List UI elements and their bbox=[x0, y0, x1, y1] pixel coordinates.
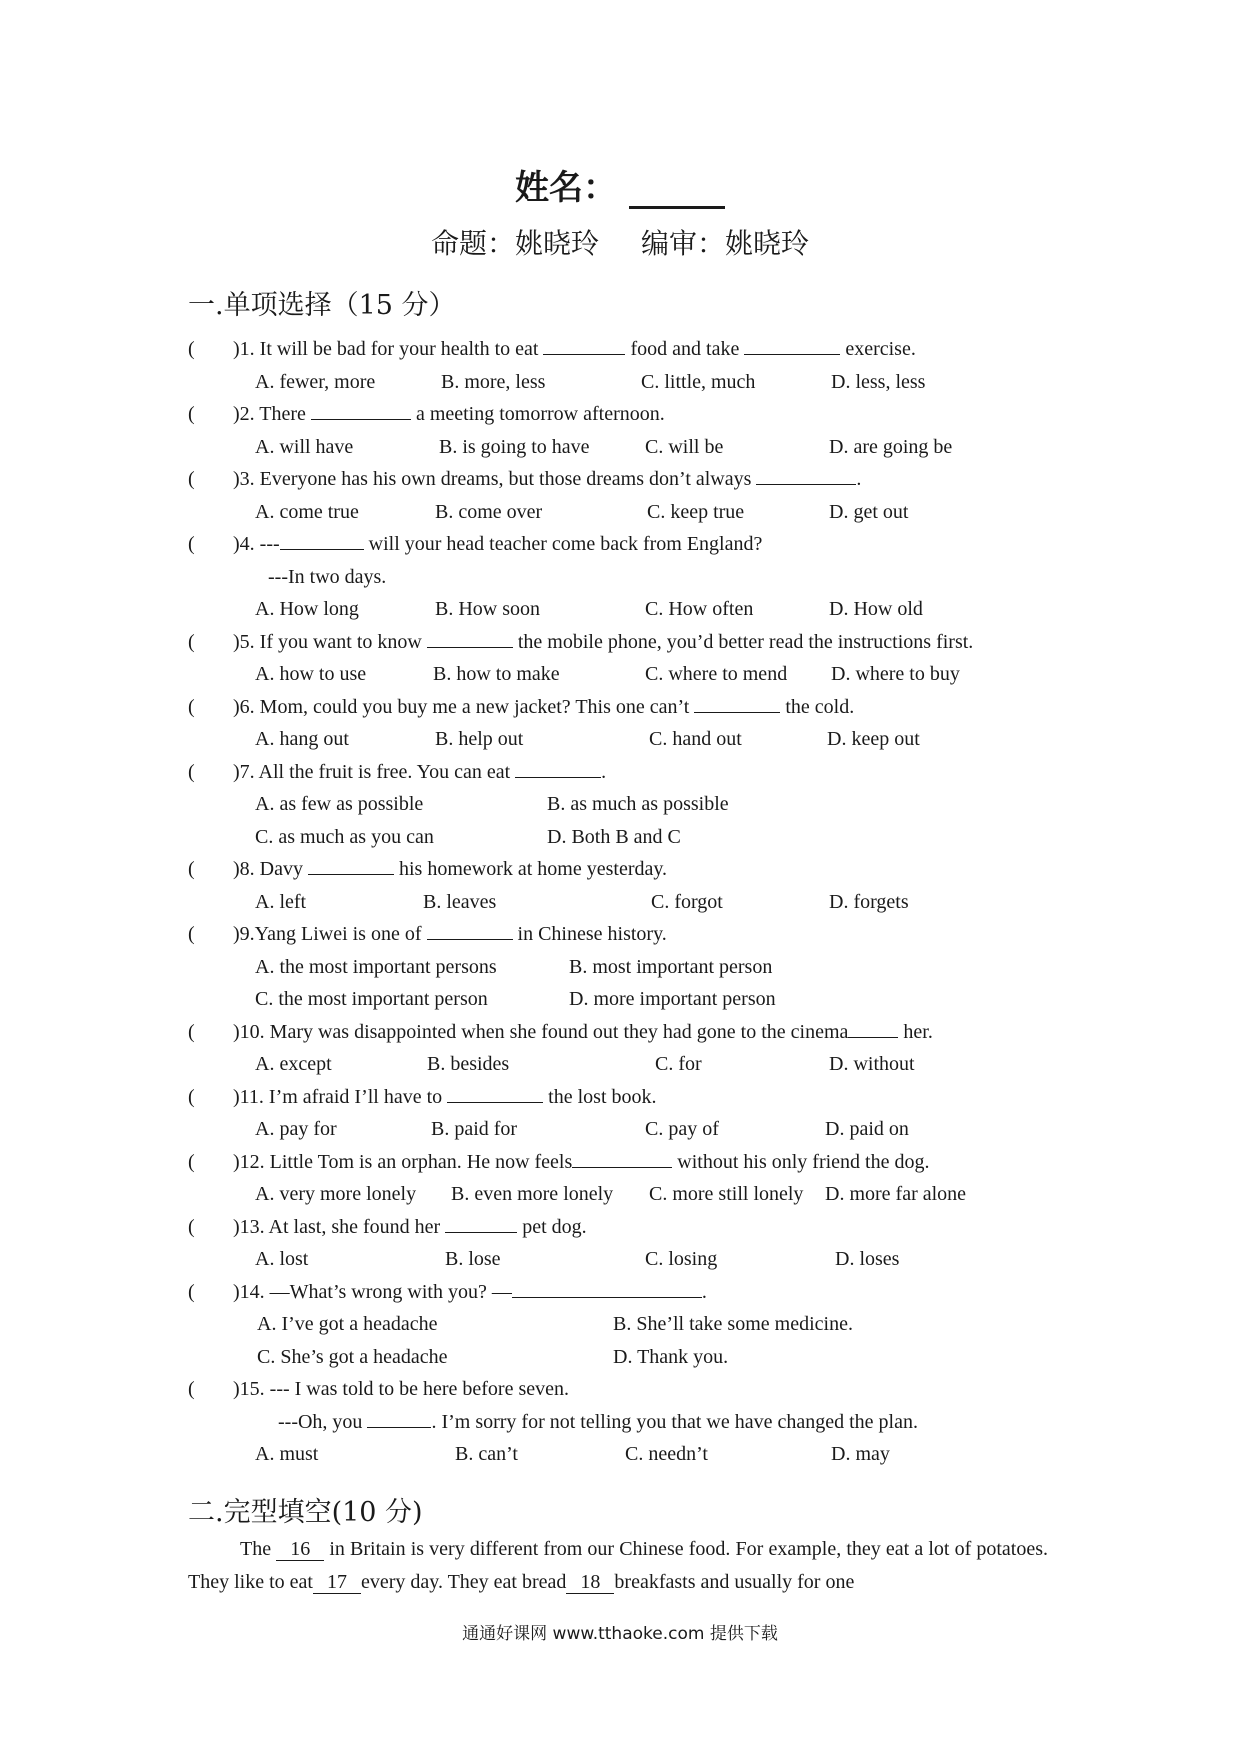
option-row bbox=[188, 1178, 1088, 1211]
option-row bbox=[188, 1308, 1088, 1341]
question-text: )14. —What’s wrong with you? — . bbox=[233, 1276, 707, 1309]
option-1: A. fewer, more bbox=[255, 370, 376, 393]
author-line bbox=[0, 222, 1240, 262]
option-5: A. how to use bbox=[255, 663, 367, 685]
option-15: B. can’t bbox=[455, 1443, 518, 1465]
question-text: )6. Mom, could you buy me a new jacket? This one can’t the cold. bbox=[233, 691, 854, 724]
answer-paren: ( bbox=[188, 923, 195, 945]
option-15: C. needn’t bbox=[625, 1443, 708, 1465]
question-stem-row bbox=[188, 1276, 1088, 1309]
option-row bbox=[188, 658, 1088, 691]
question-11 bbox=[188, 1081, 1088, 1146]
option-5: C. where to mend bbox=[645, 663, 788, 685]
option-7: C. as much as you can bbox=[255, 825, 434, 848]
answer-paren: ( bbox=[188, 760, 195, 783]
cloze-passage: The 16 in Britain is very different from our Chinese food. For example, they eat a lot of potatoes. They like to eat 17 every day. They eat bread 18 breakfasts and usually for one bbox=[188, 1538, 1048, 1593]
reviewer-text: 编审：姚晓玲 bbox=[641, 227, 810, 260]
option-10: C. for bbox=[655, 1053, 702, 1075]
answer-blank bbox=[311, 399, 411, 420]
name-field-heading bbox=[0, 160, 1240, 209]
question-8 bbox=[188, 853, 1088, 918]
answer-paren: ( bbox=[188, 1150, 195, 1173]
question-5 bbox=[188, 626, 1088, 691]
answer-paren: ( bbox=[188, 630, 195, 653]
question-14 bbox=[188, 1276, 1088, 1374]
question-text: )5. If you want to know the mobile phone, you’d better read the instructions first. bbox=[233, 626, 973, 659]
option-row bbox=[188, 983, 1088, 1016]
option-6: C. hand out bbox=[649, 728, 742, 750]
option-14: A. I’ve got a headache bbox=[257, 1313, 438, 1335]
question-10 bbox=[188, 1016, 1088, 1081]
option-3: A. come true bbox=[255, 500, 359, 523]
option-row bbox=[188, 431, 1088, 464]
answer-paren: ( bbox=[188, 468, 195, 490]
option-2: C. will be bbox=[645, 435, 724, 458]
option-row bbox=[188, 723, 1088, 756]
option-10: A. except bbox=[255, 1053, 332, 1075]
option-1: B. more, less bbox=[441, 370, 546, 393]
option-13: C. losing bbox=[645, 1248, 718, 1270]
answer-blank bbox=[447, 1082, 543, 1103]
question-text: )3. Everyone has his own dreams, but those dreams don’t always . bbox=[233, 463, 861, 496]
option-5: D. where to buy bbox=[831, 663, 960, 685]
answer-blank bbox=[445, 1212, 517, 1233]
dialogue-text: ---In two days. bbox=[268, 565, 387, 588]
question-stem-row bbox=[188, 1211, 1088, 1244]
question-7 bbox=[188, 756, 1088, 854]
cloze-gap-18: 18 bbox=[566, 1571, 614, 1594]
option-1: D. less, less bbox=[831, 370, 926, 393]
question-text: )13. At last, she found her pet dog. bbox=[233, 1211, 587, 1244]
answer-paren: ( bbox=[188, 1280, 195, 1303]
option-2: A. will have bbox=[255, 435, 354, 458]
question-list bbox=[188, 333, 1088, 1471]
dialogue-row bbox=[188, 1406, 1088, 1439]
option-8: A. left bbox=[255, 890, 307, 913]
question-stem-row bbox=[188, 756, 1088, 789]
option-row bbox=[188, 366, 1088, 399]
answer-blank bbox=[694, 692, 780, 713]
option-3: D. get out bbox=[829, 500, 909, 523]
option-6: B. help out bbox=[435, 728, 524, 750]
section-title-cloze: 二.完型填空(10 分) bbox=[188, 1497, 423, 1528]
answer-blank bbox=[572, 1147, 672, 1168]
question-12 bbox=[188, 1146, 1088, 1211]
option-10: B. besides bbox=[427, 1053, 510, 1075]
option-10: D. without bbox=[829, 1053, 915, 1075]
option-4: A. How long bbox=[255, 598, 359, 620]
option-13: D. loses bbox=[835, 1248, 900, 1270]
option-8: C. forgot bbox=[651, 890, 723, 913]
option-12: B. even more lonely bbox=[451, 1183, 614, 1205]
option-8: D. forgets bbox=[829, 890, 909, 913]
answer-paren: ( bbox=[188, 1085, 195, 1108]
answer-blank bbox=[515, 757, 601, 778]
option-14: C. She’s got a headache bbox=[257, 1345, 448, 1368]
option-8: B. leaves bbox=[423, 890, 497, 913]
answer-blank bbox=[427, 919, 513, 940]
option-14: D. Thank you. bbox=[613, 1345, 729, 1368]
option-row bbox=[188, 593, 1088, 626]
option-row bbox=[188, 1243, 1088, 1276]
question-stem-row bbox=[188, 691, 1088, 724]
option-row bbox=[188, 1113, 1088, 1146]
proposer-text: 命题：姚晓玲 bbox=[430, 227, 599, 260]
answer-blank bbox=[367, 1407, 431, 1428]
question-stem-row bbox=[188, 1016, 1088, 1049]
question-stem-row bbox=[188, 333, 1088, 366]
cloze-gap-16: 16 bbox=[276, 1538, 324, 1561]
option-13: B. lose bbox=[445, 1248, 501, 1270]
option-9: C. the most important person bbox=[255, 988, 488, 1010]
question-3 bbox=[188, 463, 1088, 528]
answer-blank bbox=[280, 529, 364, 550]
option-7: A. as few as possible bbox=[255, 793, 424, 815]
option-12: A. very more lonely bbox=[255, 1183, 417, 1205]
answer-blank bbox=[512, 1277, 702, 1298]
question-stem-row bbox=[188, 1146, 1088, 1179]
question-9 bbox=[188, 918, 1088, 1016]
section-title-multiple-choice: 一.单项选择（15 分） bbox=[188, 290, 456, 321]
option-row bbox=[188, 1048, 1088, 1081]
option-4: D. How old bbox=[829, 598, 923, 620]
option-14: B. She’ll take some medicine. bbox=[613, 1313, 853, 1335]
question-stem-row bbox=[188, 1081, 1088, 1114]
question-stem-row bbox=[188, 1373, 1088, 1406]
option-5: B. how to make bbox=[433, 663, 560, 685]
footer-text: 通通好课网 www.tthaoke.com 提供下载 bbox=[462, 1624, 778, 1644]
option-15: A. must bbox=[255, 1443, 319, 1465]
question-stem-row bbox=[188, 918, 1088, 951]
question-text: )2. There a meeting tomorrow afternoon. bbox=[233, 398, 665, 431]
option-12: C. more still lonely bbox=[649, 1183, 804, 1205]
question-stem-row bbox=[188, 626, 1088, 659]
question-text: )15. --- I was told to be here before seven. bbox=[233, 1378, 569, 1400]
answer-blank bbox=[308, 854, 394, 875]
option-6: D. keep out bbox=[827, 728, 920, 750]
answer-blank bbox=[756, 464, 856, 485]
option-13: A. lost bbox=[255, 1248, 309, 1270]
question-2 bbox=[188, 398, 1088, 463]
option-9: D. more important person bbox=[569, 988, 776, 1010]
question-text: )10. Mary was disappointed when she found out they had gone to the cinema her. bbox=[233, 1016, 933, 1049]
option-row bbox=[188, 886, 1088, 919]
option-7: D. Both B and C bbox=[547, 825, 681, 848]
answer-paren: ( bbox=[188, 1020, 195, 1043]
option-3: B. come over bbox=[435, 500, 543, 523]
question-4 bbox=[188, 528, 1088, 626]
option-7: B. as much as possible bbox=[547, 793, 729, 815]
option-6: A. hang out bbox=[255, 728, 349, 750]
dialogue-row bbox=[188, 561, 1088, 594]
question-stem-row bbox=[188, 853, 1088, 886]
answer-paren: ( bbox=[188, 1378, 195, 1400]
question-1 bbox=[188, 333, 1088, 398]
option-4: C. How often bbox=[645, 598, 754, 620]
name-blank bbox=[629, 172, 725, 209]
answer-paren: ( bbox=[188, 403, 195, 425]
option-row bbox=[188, 821, 1088, 854]
question-stem-row bbox=[188, 463, 1088, 496]
option-2: D. are going be bbox=[829, 435, 953, 458]
option-3: C. keep true bbox=[647, 500, 745, 523]
option-9: B. most important person bbox=[569, 955, 773, 978]
option-row bbox=[188, 951, 1088, 984]
answer-blank bbox=[543, 334, 625, 355]
question-text: )11. I’m afraid I’ll have to the lost book. bbox=[233, 1081, 657, 1114]
question-13 bbox=[188, 1211, 1088, 1276]
option-1: C. little, much bbox=[641, 370, 756, 393]
option-12: D. more far alone bbox=[825, 1183, 967, 1205]
question-15 bbox=[188, 1373, 1088, 1471]
question-text: )1. It will be bad for your health to eat food and take exercise. bbox=[233, 333, 916, 366]
question-text: )9.Yang Liwei is one of in Chinese history. bbox=[233, 918, 667, 951]
option-11: B. paid for bbox=[431, 1118, 518, 1140]
option-11: D. paid on bbox=[825, 1118, 909, 1140]
answer-paren: ( bbox=[188, 338, 195, 360]
question-text: )4. --- will your head teacher come back from England? bbox=[233, 528, 762, 561]
question-text: )7. All the fruit is free. You can eat . bbox=[233, 756, 606, 789]
answer-blank bbox=[427, 627, 513, 648]
option-11: C. pay of bbox=[645, 1118, 719, 1140]
name-label: 姓名： bbox=[515, 168, 617, 208]
answer-paren: ( bbox=[188, 1215, 195, 1238]
dialogue-text: ---Oh, you . I’m sorry for not telling you that we have changed the plan. bbox=[278, 1406, 918, 1439]
option-2: B. is going to have bbox=[439, 435, 590, 458]
option-15: D. may bbox=[831, 1443, 890, 1465]
option-row bbox=[188, 1341, 1088, 1374]
option-row bbox=[188, 788, 1088, 821]
question-stem-row bbox=[188, 398, 1088, 431]
option-9: A. the most important persons bbox=[255, 955, 497, 978]
answer-paren: ( bbox=[188, 858, 195, 880]
question-stem-row bbox=[188, 528, 1088, 561]
question-6 bbox=[188, 691, 1088, 756]
option-11: A. pay for bbox=[255, 1118, 337, 1140]
answer-paren: ( bbox=[188, 695, 195, 718]
question-text: )12. Little Tom is an orphan. He now feels without his only friend the dog. bbox=[233, 1146, 929, 1179]
cloze-gap-17: 17 bbox=[313, 1571, 361, 1594]
option-row bbox=[188, 1438, 1088, 1471]
answer-paren: ( bbox=[188, 533, 195, 555]
option-4: B. How soon bbox=[435, 598, 541, 620]
option-row bbox=[188, 496, 1088, 529]
answer-blank bbox=[744, 334, 840, 355]
question-text: )8. Davy his homework at home yesterday. bbox=[233, 853, 667, 886]
answer-blank bbox=[848, 1017, 898, 1038]
